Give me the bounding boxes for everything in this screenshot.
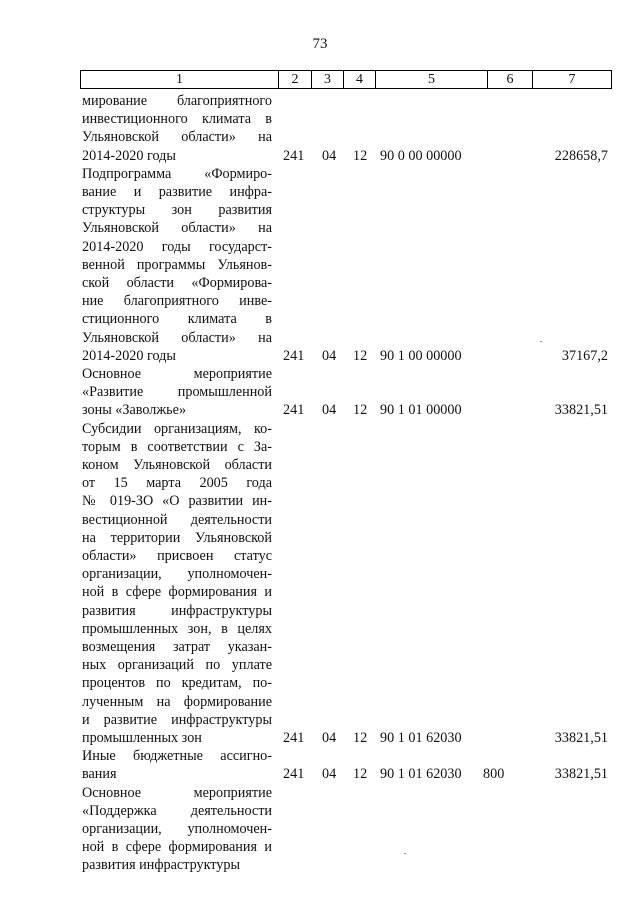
description-line: ных организаций по уплате bbox=[82, 657, 272, 674]
table-header bbox=[80, 70, 612, 89]
description-line: Иные бюджетные ассигно- bbox=[82, 748, 272, 765]
cell-c2: 241 bbox=[283, 766, 305, 783]
cell-c7: 33821,51 bbox=[554, 402, 608, 419]
description-line: торым в соответствии с За- bbox=[82, 438, 272, 455]
description-line: развития инфраструктуры bbox=[82, 857, 241, 874]
description-line: инвестиционного климата в bbox=[82, 111, 272, 128]
table-row bbox=[82, 420, 612, 748]
row-description bbox=[82, 92, 272, 165]
table-row bbox=[82, 747, 612, 783]
description-line: ной в сфере формирования и bbox=[82, 839, 272, 856]
description-line: организации, уполномочен- bbox=[82, 821, 272, 837]
description-line: «Поддержка деятельности bbox=[82, 802, 272, 819]
scan-speck bbox=[404, 853, 406, 854]
description-line: ной в сфере формирования и bbox=[82, 584, 272, 601]
description-line: № 019-ЗО «О развитии ин- bbox=[82, 493, 272, 510]
cell-c2: 241 bbox=[283, 402, 305, 419]
description-line: возмещения затрат указан- bbox=[82, 639, 272, 656]
description-line: области» присвоен статус bbox=[82, 548, 272, 565]
description-line: Подпрограмма «Формиро- bbox=[82, 165, 272, 182]
page-number: 73 bbox=[312, 36, 328, 52]
cell-c5: 90 1 00 00000 bbox=[380, 347, 462, 364]
cell-c3: 04 bbox=[322, 729, 337, 746]
description-line: зоны «Заволжье» bbox=[82, 402, 187, 419]
table-row bbox=[82, 784, 612, 875]
header-col-6: 6 bbox=[488, 71, 533, 88]
description-line: Ульяновской области» на bbox=[82, 329, 272, 346]
description-line: вестиционной деятельности bbox=[82, 511, 272, 528]
description-line: стиционного климата в bbox=[82, 311, 272, 328]
description-line: от 15 марта 2005 года bbox=[82, 475, 272, 492]
cell-c4: 12 bbox=[353, 347, 368, 364]
table-row bbox=[82, 92, 612, 165]
description-line: 2014-2020 годы bbox=[82, 147, 176, 164]
row-description bbox=[82, 747, 272, 783]
cell-c5: 90 1 01 62030 bbox=[380, 766, 462, 783]
cell-c7: 228658,7 bbox=[554, 147, 608, 164]
description-line: промышленных зон, в целях bbox=[82, 620, 272, 637]
cell-c6: 800 bbox=[483, 766, 505, 783]
description-line: 2014-2020 годы государст- bbox=[82, 238, 272, 255]
cell-c7: 33821,51 bbox=[554, 766, 608, 783]
description-line: Основное мероприятие bbox=[82, 784, 272, 801]
description-line: лученным на формирование bbox=[82, 693, 272, 710]
description-line: промышленных зон bbox=[82, 730, 202, 747]
cell-c3: 04 bbox=[322, 147, 337, 164]
description-line: организации, уполномочен- bbox=[82, 566, 272, 583]
cell-c3: 04 bbox=[322, 347, 337, 364]
cell-c4: 12 bbox=[353, 729, 368, 746]
cell-c5: 90 0 00 00000 bbox=[380, 147, 462, 164]
header-col-4: 4 bbox=[344, 71, 376, 88]
description-line: венной программы Ульянов- bbox=[82, 256, 272, 273]
header-col-3: 3 bbox=[312, 71, 344, 88]
description-line: процентов по кредитам, по- bbox=[82, 675, 272, 692]
row-description bbox=[82, 784, 272, 875]
description-line: ской области «Формирова- bbox=[82, 275, 272, 292]
cell-c2: 241 bbox=[283, 729, 305, 746]
description-line: структуры зон развития bbox=[82, 202, 272, 219]
cell-c5: 90 1 01 00000 bbox=[380, 402, 462, 419]
description-line: Основное мероприятие bbox=[82, 366, 272, 382]
description-line: и развитие инфраструктуры bbox=[82, 711, 272, 728]
cell-c5: 90 1 01 62030 bbox=[380, 729, 462, 746]
description-line: на территории Ульяновской bbox=[82, 529, 272, 546]
row-description bbox=[82, 165, 272, 365]
row-description bbox=[82, 420, 272, 748]
description-line: вания bbox=[82, 766, 117, 783]
cell-c3: 04 bbox=[322, 766, 337, 783]
cell-c3: 04 bbox=[322, 402, 337, 419]
row-description bbox=[82, 365, 272, 420]
description-line: 2014-2020 годы bbox=[82, 347, 176, 364]
cell-c4: 12 bbox=[353, 766, 368, 783]
description-line: Ульяновской области» на bbox=[82, 129, 272, 146]
header-col-7: 7 bbox=[568, 72, 576, 87]
header-col-5: 5 bbox=[376, 71, 488, 88]
cell-c7: 37167,2 bbox=[561, 347, 608, 364]
table-row bbox=[82, 365, 612, 420]
description-line: Ульяновской области» на bbox=[82, 220, 272, 237]
cell-c2: 241 bbox=[283, 147, 305, 164]
cell-c7: 33821,51 bbox=[554, 729, 608, 746]
scan-speck bbox=[540, 341, 542, 342]
description-line: развития инфраструктуры bbox=[82, 602, 272, 619]
table-row bbox=[82, 165, 612, 365]
header-col-2: 2 bbox=[279, 71, 312, 88]
description-line: ние благоприятного инве- bbox=[82, 293, 272, 310]
cell-c4: 12 bbox=[353, 147, 368, 164]
description-line: вание и развитие инфра- bbox=[82, 184, 272, 200]
description-line: Субсидии организациям, ко- bbox=[82, 420, 272, 437]
description-line: мирование благоприятного bbox=[82, 93, 272, 109]
header-col-1: 1 bbox=[81, 71, 279, 88]
description-line: «Развитие промышленной bbox=[82, 384, 272, 401]
description-line: коном Ульяновской области bbox=[82, 457, 272, 473]
cell-c4: 12 bbox=[353, 402, 368, 419]
cell-c2: 241 bbox=[283, 347, 305, 364]
